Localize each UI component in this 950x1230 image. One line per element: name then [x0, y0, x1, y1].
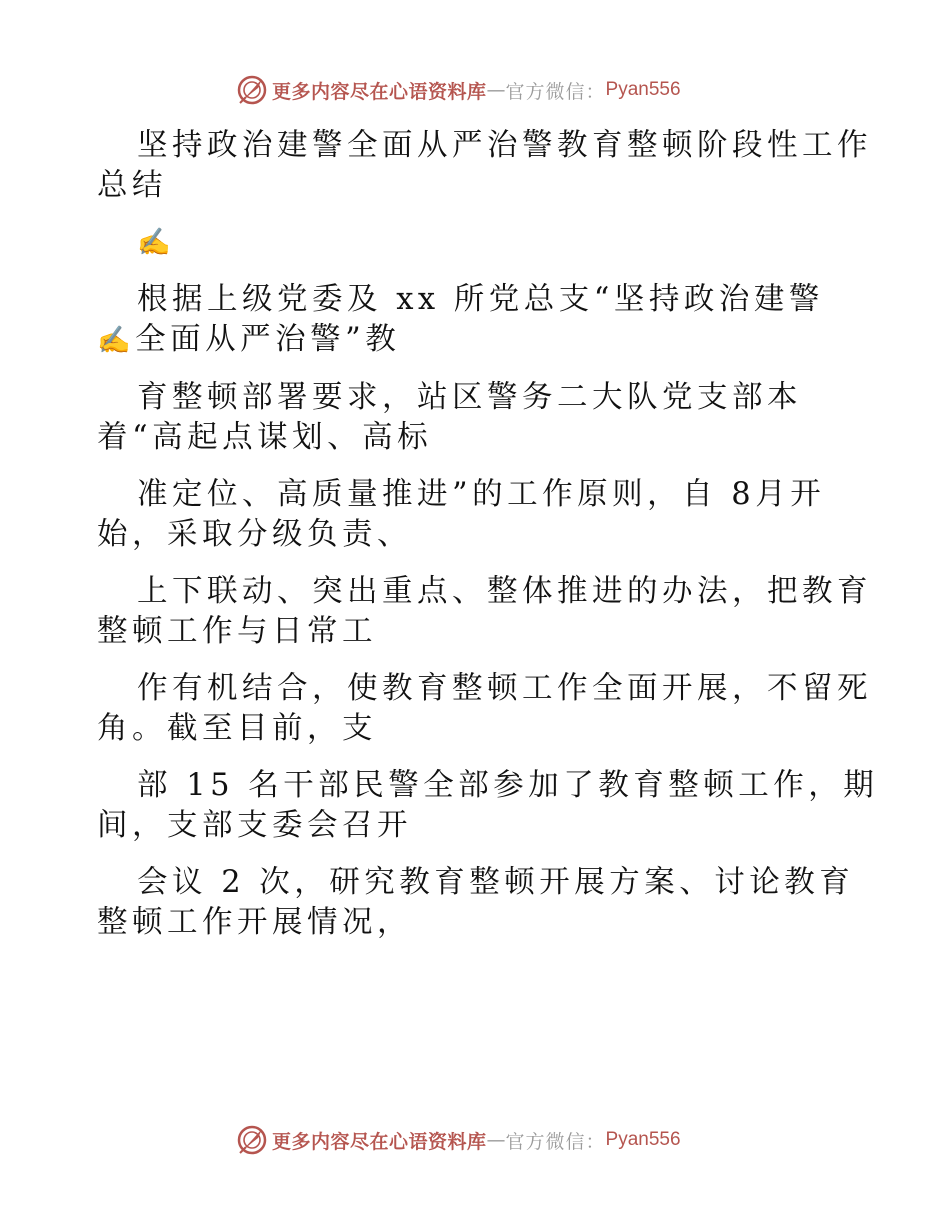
paragraph-3 — [97, 475, 857, 555]
text-line: 上下联动、突出重点、整体推进的办法，把教育 — [137, 574, 872, 609]
paragraph-7 — [97, 863, 857, 943]
watermark-wechat-id: Pyan556 — [605, 1129, 681, 1150]
text-line: 全面从严治警”教 — [135, 322, 401, 357]
flourish-ornament-icon: ✍ — [97, 325, 136, 356]
text-line: 会议 2 次，研究教育整顿开展方案、讨论教育 — [137, 865, 855, 900]
watermark-site-name: 更多内容尽在心语资料库 — [272, 1130, 487, 1153]
text-line: 整顿工作与日常工 — [97, 614, 377, 649]
document-title — [97, 126, 872, 206]
paragraph-2 — [97, 378, 857, 458]
paragraph-5 — [97, 669, 872, 749]
quill-pen-logo-icon — [236, 1124, 268, 1156]
watermark-dash: — — [486, 79, 506, 101]
text-line: 部 15 名干部民警全部参加了教育整顿工作，期 — [137, 768, 879, 803]
flourish-ornament-icon: ✍ — [137, 227, 171, 258]
watermark-wechat-id: Pyan556 — [605, 79, 681, 100]
text-line: 作有机结合，使教育整顿工作全面开展，不留死 — [137, 671, 872, 706]
document-body — [97, 126, 879, 960]
text-line: 育整顿部署要求，站区警务二大队党支部本 — [137, 380, 802, 415]
text-line-with-ornament — [97, 320, 857, 361]
watermark-wechat-label: 官方微信： — [505, 1130, 606, 1153]
quill-pen-logo-icon — [236, 74, 268, 106]
watermark-wechat-label: 官方微信： — [505, 80, 606, 103]
title-line-1: 坚持政治建警全面从严治警教育整顿阶段性工作 — [137, 128, 872, 163]
header-watermark — [236, 73, 681, 107]
title-line-2: 总结 — [97, 168, 167, 203]
text-line: 准定位、高质量推进”的工作原则，自 8月开 — [137, 477, 826, 512]
text-line: 角。截至目前，支 — [97, 711, 377, 746]
watermark-site-name: 更多内容尽在心语资料库 — [272, 80, 487, 103]
paragraph-1 — [97, 280, 857, 361]
text-line: 根据上级党委及 xx 所党总支“坚持政治建警 — [137, 282, 824, 317]
watermark-dash: — — [486, 1129, 506, 1151]
text-line: 始，采取分级负责、 — [97, 517, 412, 552]
paragraph-6 — [97, 766, 879, 846]
footer-watermark — [236, 1123, 681, 1157]
text-line: 着“高起点谋划、高标 — [97, 420, 433, 455]
paragraph-4 — [97, 572, 872, 652]
ornament-line — [97, 223, 857, 263]
text-line: 整顿工作开展情况， — [97, 905, 412, 940]
text-line: 间，支部支委会召开 — [97, 808, 412, 843]
